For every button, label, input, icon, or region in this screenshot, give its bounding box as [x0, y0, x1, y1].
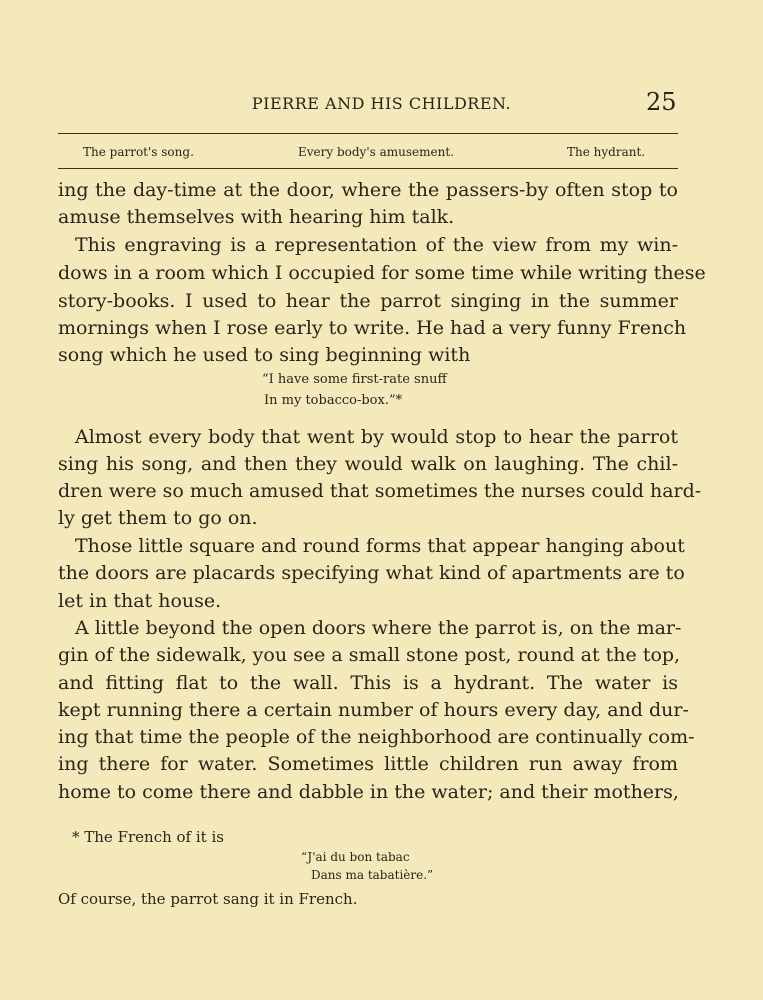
topic-2: Every body's amusement.	[298, 145, 454, 159]
text-line: let in that house.	[58, 590, 222, 612]
text-line: and fitting flat to the wall. This is a hydrant. The water is	[58, 672, 678, 694]
footnote-closing: Of course, the parrot sang it in French.	[58, 890, 358, 908]
text-line: story-books. I used to hear the parrot singing in the summer	[58, 290, 678, 312]
header-rule-bottom	[58, 168, 678, 169]
text-line: mornings when I rose early to write. He had a very funny French	[58, 317, 687, 339]
text-line: A little beyond the open doors where the parrot is, on the mar-	[75, 617, 682, 639]
footnote-intro: * The French of it is	[72, 828, 224, 846]
text-line: kept running there a certain number of hours every day, and dur-	[58, 699, 689, 721]
page-number: 25	[646, 88, 677, 116]
text-line: amuse themselves with hearing him talk.	[58, 206, 455, 228]
verse-line: “I have some first-rate snuff	[262, 372, 447, 387]
text-line: ing there for water. Sometimes little children run away from	[58, 753, 678, 775]
topic-3: The hydrant.	[567, 145, 646, 159]
topic-1: The parrot's song.	[83, 145, 194, 159]
text-line: Those little square and round forms that appear hanging about	[75, 535, 685, 557]
text-line: the doors are placards specifying what kind of apartments are to	[58, 562, 685, 584]
verse-line: In my tobacco-box.”*	[264, 393, 403, 408]
running-title: PIERRE AND HIS CHILDREN.	[251, 94, 512, 113]
text-line: song which he used to sing beginning with	[58, 344, 471, 366]
text-line: dren were so much amused that sometimes the nurses could hard-	[58, 480, 702, 502]
header-rule-top	[58, 133, 678, 134]
text-line: gin of the sidewalk, you see a small stone post, round at the top,	[58, 644, 681, 666]
text-line: dows in a room which I occupied for some time while writing these	[58, 262, 706, 284]
text-line: Almost every body that went by would stop to hear the parrot	[75, 426, 678, 448]
footnote-verse: Dans ma tabatière.”	[311, 868, 434, 882]
text-line: This engraving is a representation of the view from my win-	[75, 234, 678, 256]
text-line: ly get them to go on.	[58, 507, 258, 529]
footnote-verse: “J'ai du bon tabac	[301, 850, 410, 864]
text-line: ing the day-time at the door, where the passers-by often stop to	[58, 179, 678, 201]
text-line: ing that time the people of the neighborhood are continually com-	[58, 726, 695, 748]
text-line: home to come there and dabble in the water; and their mothers,	[58, 781, 679, 803]
text-line: sing his song, and then they would walk on laughing. The chil-	[58, 453, 678, 475]
